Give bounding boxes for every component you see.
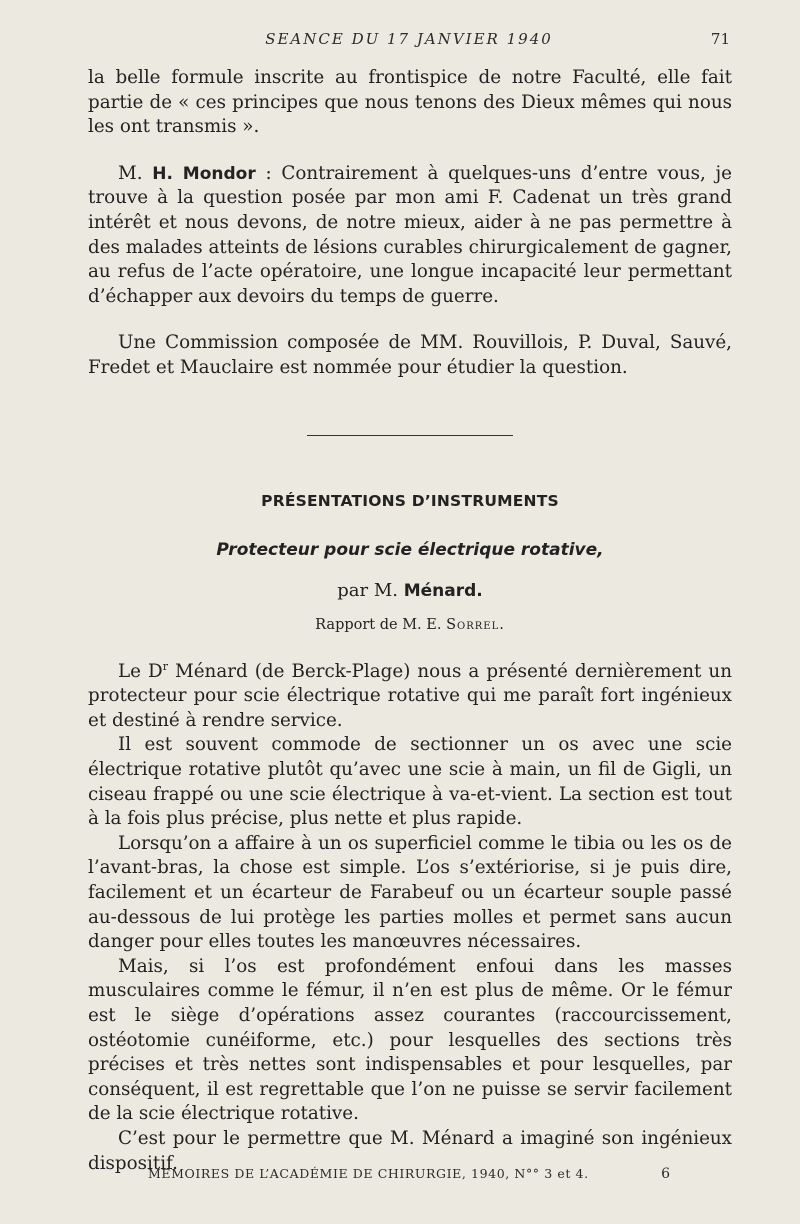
commission-paragraph: Une Commission composée de MM. Rouvillois, P. Duval, Sauvé, Fredet et Mauclaire est nommée pour étudier la question.	[88, 332, 732, 378]
p1-start: Le D	[118, 660, 163, 682]
intro-paragraph: la belle formule inscrite au frontispice de notre Faculté, elle fait partie de « ces principes que nous tenons des Dieux mêmes qui nous les ont transmis ».	[88, 67, 732, 138]
running-header	[88, 30, 730, 54]
body-paragraph-5: C’est pour le permettre que M. Ménard a imaginé son ingénieux dispositif.	[88, 1127, 732, 1174]
article-title: Protecteur pour scie électrique rotative,	[216, 539, 604, 560]
mondor-text: : Contrairement à quelques-uns d’entre vous, je trouve à la question posée par mon ami F. Cadenat un très grand intérêt et nous devons, de notre mieux, aider à ne pas permettre à des malades atteints de lésions curables chirurgicalement de gagner, au refus de l’acte opératoire, une longue incapacité leur permettant d’échapper aux devoirs du temps de guerre.	[88, 162, 733, 307]
footer-signature: 6	[661, 1166, 670, 1182]
byline-prefix: par M.	[337, 579, 404, 601]
section-divider	[307, 435, 513, 436]
body-paragraph-3: Lorsqu’on a affaire à un os superficiel comme le tibia ou les os de l’avant-bras, la chose est simple. L’os s’extériorise, si je puis dire, facilement et un écarteur de Farabeuf ou un écarteur souple passé au-dessous de lui protège les parties molles et permet sans aucun danger pour elles toutes les manœuvres nécessaires.	[88, 832, 732, 953]
running-title: SEANCE DU 17 JANVIER 1940	[265, 30, 553, 48]
footer-citation: MEMOIRES DE L’ACADÉMIE DE CHIRURGIE, 1940, N°° 3 et 4.	[148, 1166, 589, 1181]
report-line	[88, 617, 732, 633]
reporter-name: Sorrel.	[446, 616, 505, 633]
page-number: 71	[710, 30, 730, 48]
p1-rest: Ménard (de Berck-Plage) nous a présenté dernièrement un protecteur pour scie électrique rotative qui me paraît fort ingénieux et destiné à rendre service.	[88, 660, 732, 731]
body-paragraph-1	[88, 655, 732, 734]
mondor-paragraph	[88, 162, 732, 310]
article-body	[88, 655, 732, 1177]
section-title: PRÉSENTATIONS D’INSTRUMENTS	[261, 491, 559, 510]
report-prefix: Rapport de M. E.	[315, 616, 447, 633]
body-paragraph-2: Il est souvent commode de sectionner un os avec une scie électrique rotative plutôt qu’avec une scie à main, un fil de Gigli, un ciseau frappé ou une scie électrique à va-et-vient. La section est tout à la fois plus précise, plus nette et plus rapide.	[88, 734, 732, 830]
p1-superscript: r	[162, 659, 168, 673]
page-footer	[148, 1166, 670, 1181]
article-byline	[88, 580, 732, 601]
page-body	[88, 66, 732, 1176]
speaker-name: H. Mondor	[152, 163, 256, 184]
byline-author: Ménard.	[403, 580, 483, 601]
mondor-prefix: M.	[118, 162, 153, 184]
body-paragraph-4: Mais, si l’os est profondément enfoui dans les masses musculaires comme le fémur, il n’en est plus de même. Or le fémur est le siège d’opérations assez courantes (raccourcissement, ostéotomie cunéiforme, etc.) pour lesquelles des sections très précises et très nettes sont indispensables et pour lesquelles, par conséquent, il est regrettable que l’on ne puisse se servir facilement de la scie électrique rotative.	[88, 955, 732, 1125]
